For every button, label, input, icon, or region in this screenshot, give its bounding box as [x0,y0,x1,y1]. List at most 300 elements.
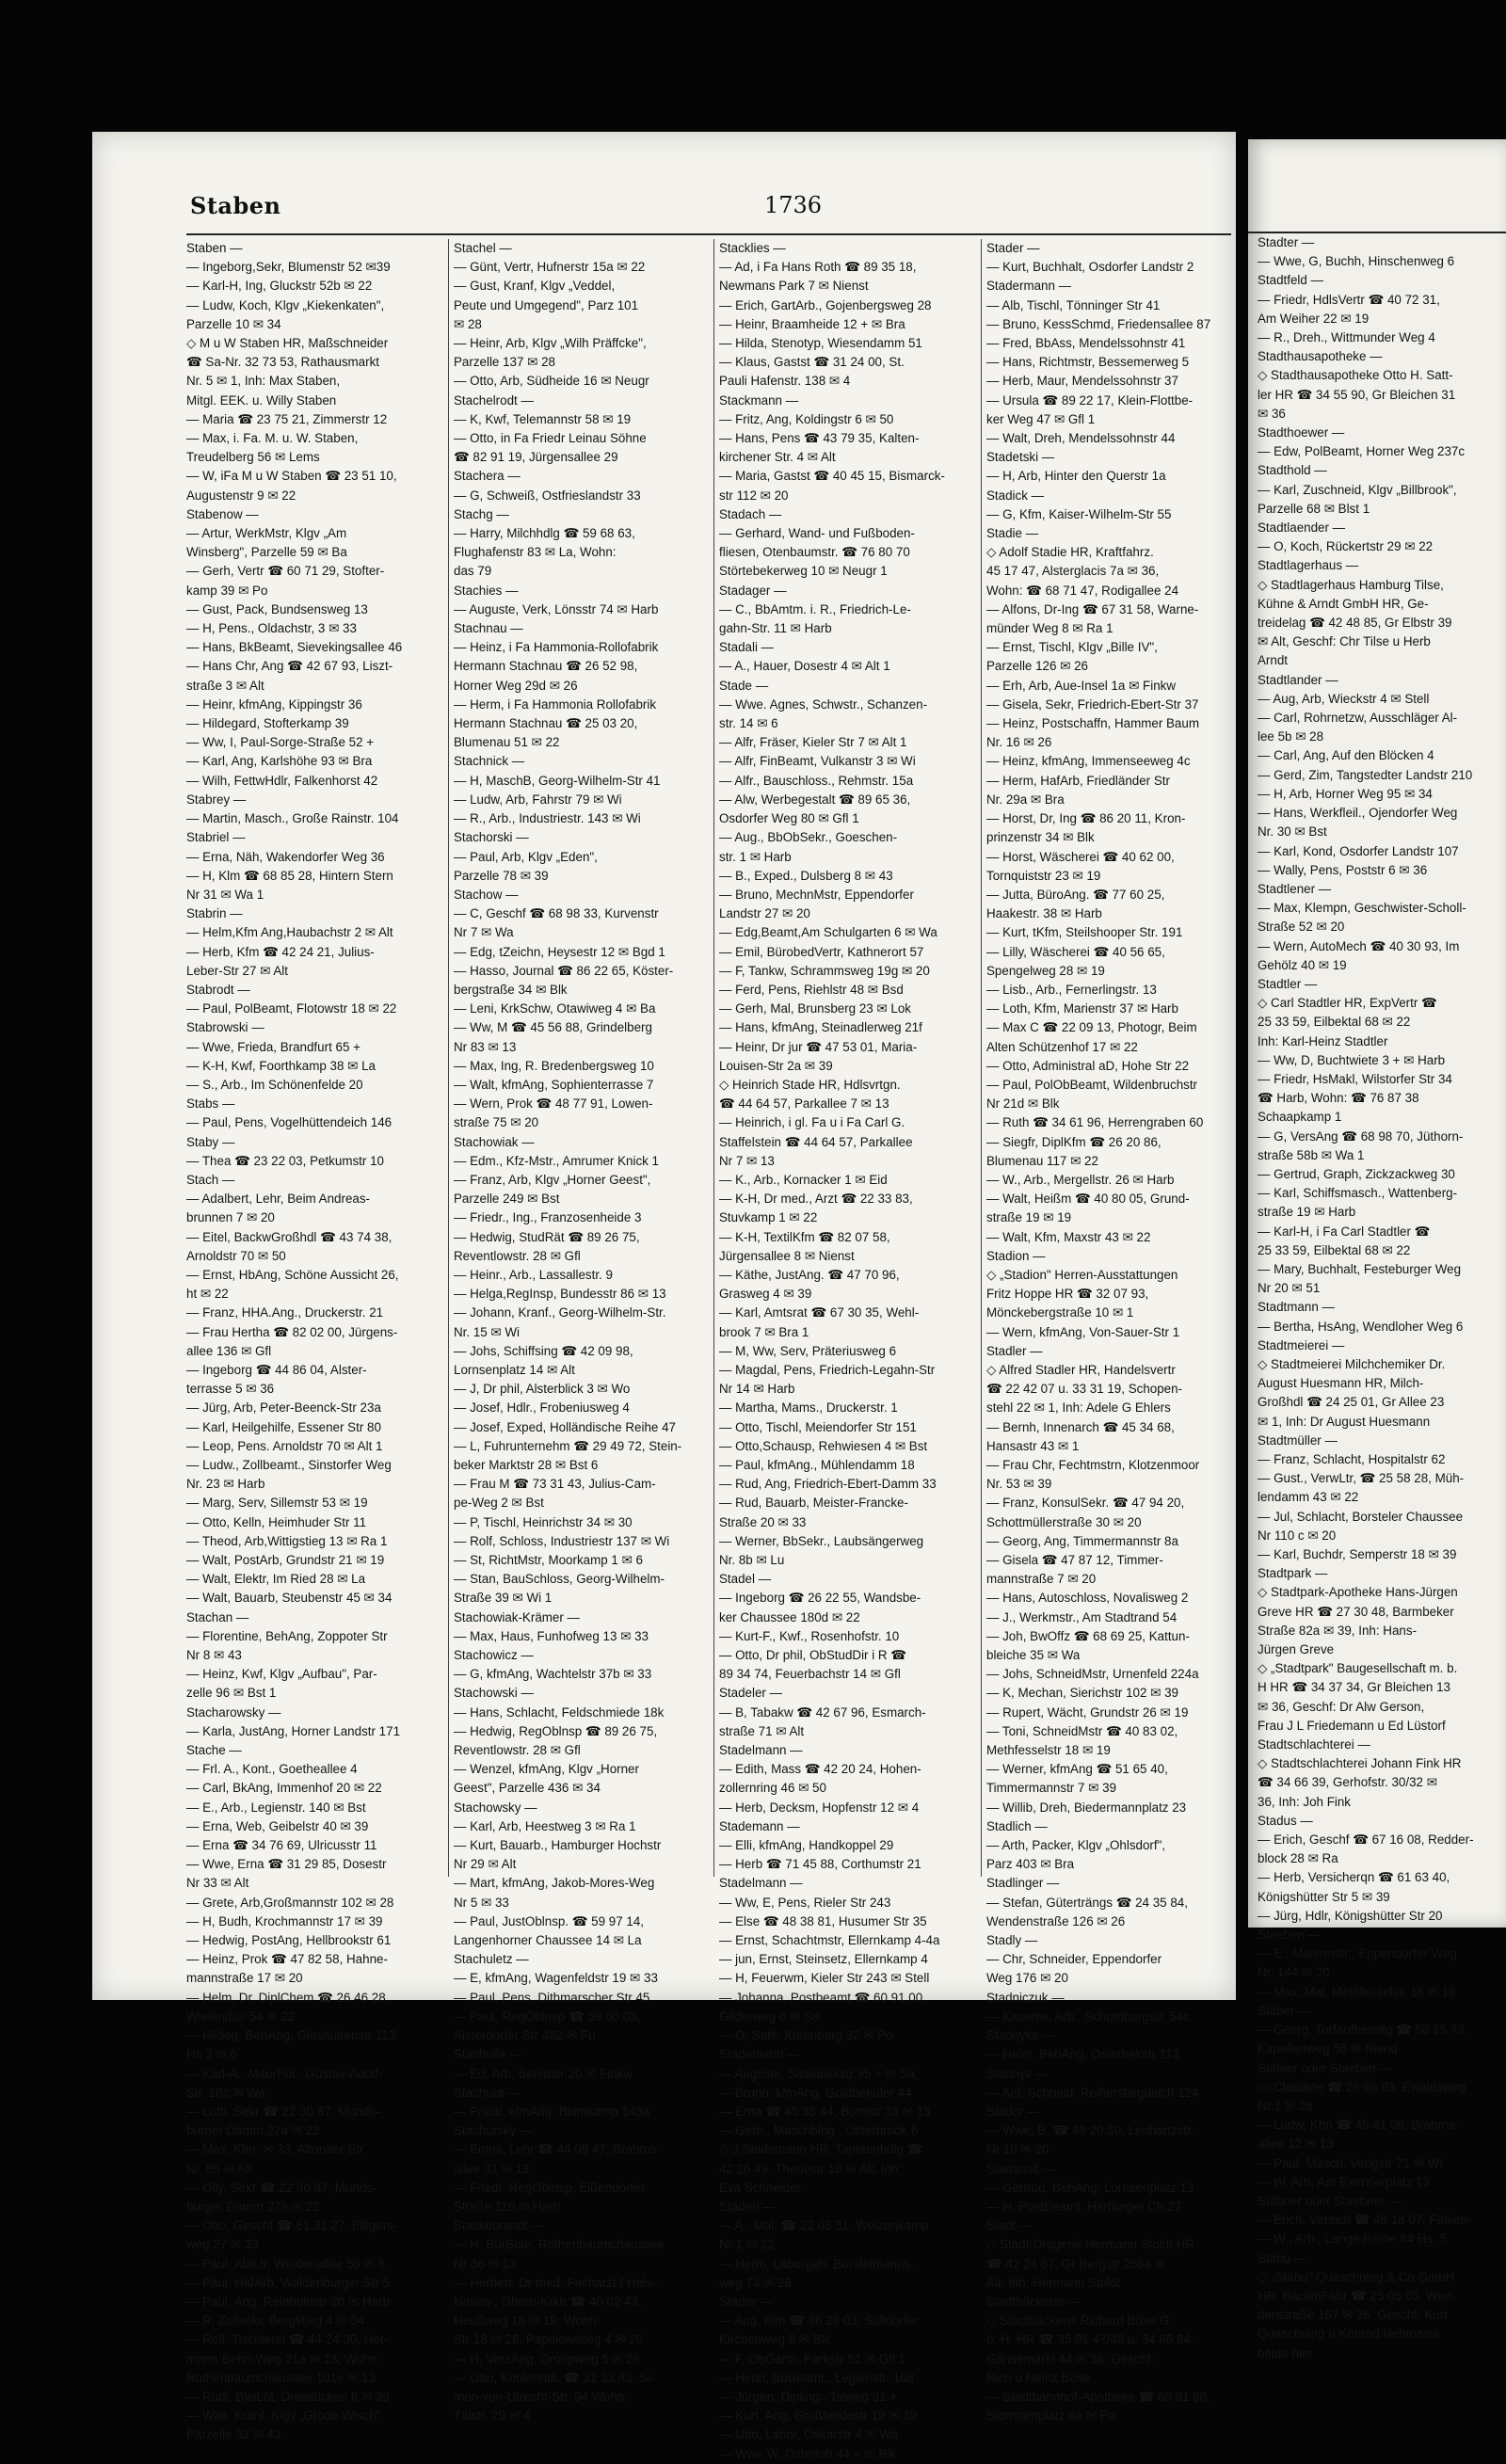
directory-line: lee 5b ✉ 28 [1258,729,1324,744]
directory-line: — Erna, Näh, Wakendorfer Weg 36 [186,849,385,864]
directory-line: — Adalbert, Lehr, Beim Andreas- [186,1192,371,1207]
directory-line: — Hildegard, Stofterkamp 39 [186,716,349,731]
directory-line: Parzelle 78 ✉ 39 [454,868,549,883]
directory-line: ◇ Stadtschlachterei Johann Fink HR [1258,1756,1462,1771]
directory-line: Stachowsky — [454,1800,537,1815]
directory-line: Stademann — [719,1818,800,1833]
directory-line: 89 34 74, Feuerbachstr 14 ✉ Gfl [719,1667,901,1682]
directory-line: ker Chaussee 180d ✉ 22 [719,1609,860,1624]
directory-line: — Jürgen, Dipling., Talweg 31 + [719,2389,898,2404]
directory-line: Arnoldstr 70 ✉ 50 [186,1248,286,1263]
directory-line: 36, Inh: Joh Fink [1258,1794,1351,1809]
directory-line: — Ernst, HbAng, Schöne Aussicht 26, [186,1267,399,1282]
directory-line: Winsberg", Parzelle 59 ✉ Ba [186,545,347,560]
directory-line: — Otto, in Fa Friedr Leinau Söhne [454,431,647,446]
directory-line: — W., Arb., Lange Reihe 84 Hs. 5 [1258,2232,1447,2247]
directory-line: Lornsenplatz 14 ✉ Alt [454,1362,575,1377]
directory-line: — Johanna, Postbeamt ☎ 60 91 00, [719,1990,926,2005]
directory-line: — Joh, BwOffz ☎ 68 69 25, Kattun- [986,1628,1190,1643]
directory-line: — Auguste, Verk, Lönsstr 74 ✉ Harb [454,601,659,616]
directory-line: — Max, Kfm. ✉ 33, Altonaer Str [186,2142,364,2157]
directory-line: Stabrey — [186,792,247,807]
directory-line: Leber-Str 27 ✉ Alt [186,963,288,978]
column-divider [448,239,449,1877]
directory-line: straße 75 ✉ 20 [454,1115,539,1130]
directory-line: treidelag ☎ 42 48 85, Gr Elbstr 39 [1258,616,1452,631]
directory-line: b. H. HR ☎ 35 01 47/48 u. 34 86 64, [986,2332,1194,2347]
directory-line: bleiche 35 ✉ Wa [986,1648,1081,1663]
directory-line: — Karl, Amtsrat ☎ 67 30 35, Wehl- [719,1305,920,1320]
directory-line: — St, RichtMstr, Moorkamp 1 ✉ 6 [454,1553,643,1568]
directory-line: Nasen-, Ohren-Krkh ☎ 40 02 43, [454,2294,642,2309]
directory-line: — Frl. A., Kont., Goetheallee 4 [186,1762,358,1777]
directory-line: — Erich, Geschf ☎ 67 16 08, Redder- [1258,1832,1474,1848]
directory-line: — Heinr, Arb, Klgv „Wilh Präffcke", [454,336,647,351]
directory-line: Parzelle 137 ✉ 28 [454,355,555,370]
directory-line: ✉ Alt, Geschf: Chr Tilse u Herb [1258,634,1431,649]
directory-line: Stadtlagerhaus — [1258,558,1359,573]
directory-line: Stuvkamp 1 ✉ 22 [719,1210,818,1225]
directory-line: — G, kfmAng, Wachtelstr 37b ✉ 33 [454,1667,652,1682]
directory-line: — Gust, Kranf, Klgv „Veddel, [454,279,616,294]
column-4 [986,239,1233,2425]
directory-line: — Gisela ☎ 47 87 12, Timmer- [986,1553,1163,1568]
directory-line: — Erich, GartArb., Gojenbergsweg 28 [719,297,932,312]
directory-line: münder Weg 8 ✉ Ra 1 [986,621,1113,636]
directory-line: Stacharowsky — [186,1704,281,1720]
next-page-edge [1248,139,1506,2360]
directory-line: ◇ Adolf Stadie HR, Kraftfahrz. [986,545,1154,560]
directory-line: ☎ 22 42 07 u. 33 31 19, Schopen- [986,1382,1183,1397]
directory-line: Tälstr. 29 ✉ 4 [454,2408,531,2424]
directory-line: — Johann, Kranf., Georg-Wilhelm-Str. [454,1305,666,1320]
directory-line: Stachnau — [454,621,523,636]
directory-line: HR, BackmFabr ☎ 25 05 05, Wen- [1258,2288,1456,2303]
directory-line: — Rudi, BleiLöt, Dreistücken 8 ✉ 39 [186,2389,390,2404]
directory-line: — Paul, Masch, Verigstr 71 ✉ Wi [1258,2155,1443,2170]
directory-line: Nr. 5 ✉ 1, Inh: Max Staben, [186,374,341,389]
directory-line: — Grete, Arb,Großmannstr 102 ✉ 28 [186,1895,394,1910]
directory-line: — Edg,Beamt,Am Schulgarten 6 ✉ Wa [719,925,937,940]
directory-line: — Ludw, Kfm ☎ 45 41 08, Brahms- [1258,2118,1459,2133]
directory-line: — Jürg, Arb, Peter-Beenck-Str 23a [186,1400,381,1416]
directory-line: — Johs, SchneidMstr, Urnenfeld 224a [986,1667,1199,1682]
directory-line: — Heinz, Prok ☎ 47 82 58, Hahne- [186,1952,388,1967]
directory-line: — Walt, Dreh, Mendelssohnstr 44 [986,431,1176,446]
directory-line: — Erna ☎ 34 76 69, Ulricusstr 11 [186,1838,377,1853]
directory-line: — K-H, TextilKfm ☎ 82 07 58, [719,1229,890,1244]
directory-line: Stadelmann — [719,1743,803,1758]
directory-line: — Heinr, Dr jur ☎ 47 53 01, Maria- [719,1039,918,1054]
directory-line: — Else ☎ 48 38 81, Husumer Str 35 [719,1913,927,1928]
directory-line: — Magdal, Pens, Friedrich-Legahn-Str [719,1362,936,1377]
directory-line: — Alfr., Bauschloss., Rehmstr. 15a [719,773,914,788]
directory-line: 25 33 59, Eilbektal 68 ✉ 22 [1258,1015,1411,1030]
directory-line: — Paul, kfmAng., Mühlendamm 18 [719,1458,915,1472]
directory-line: — Frau Chr, Fechtmstrn, Klotzenmoor [986,1458,1200,1472]
directory-line: straße 71 ✉ Alt [719,1723,805,1738]
directory-line: — Alfons, Dr-Ing ☎ 67 31 58, Warne- [986,601,1199,616]
directory-line: — Max, Haus, Funhofweg 13 ✉ 33 [454,1628,649,1643]
directory-line: Stador — [986,2104,1040,2119]
directory-line: beker Marktstr 28 ✉ Bst 6 [454,1458,599,1472]
directory-line: — Karla, JustAng, Horner Landstr 171 [186,1723,401,1738]
directory-line: ✉ 36, Geschf: Dr Alw Gerson, [1258,1699,1425,1714]
directory-line: — Paul, JustOblnsp. ☎ 59 97 14, [454,1913,645,1928]
directory-line: — Josef, Hdlr., Frobeniusweg 4 [454,1400,630,1416]
directory-line: Methfesselstr 18 ✉ 19 [986,1743,1111,1758]
directory-line: Nr. 85 ✉ Alt [186,2161,252,2176]
directory-line: Tornquiststr 23 ✉ 19 [986,868,1101,883]
directory-line: — Frau Hertha ☎ 82 02 00, Jürgens- [186,1324,398,1339]
directory-line: — Ingeborg ☎ 26 22 55, Wandsbe- [719,1591,921,1606]
directory-line: — E., Malermstr., Eppendorfer Weg [1258,1946,1457,1961]
directory-line: — Theod, Arb,Wittigstieg 13 ✉ Ra 1 [186,1533,388,1548]
directory-line: mannstraße 7 ✉ 20 [986,1572,1097,1587]
directory-line: Straße 39 ✉ Wi 1 [454,1591,553,1606]
directory-line: — Günt, Vertr, Hufnerstr 15a ✉ 22 [454,260,646,275]
directory-line: — Otto, Tischl, Meiendorfer Str 151 [719,1419,917,1434]
directory-line: Hansastr 43 ✉ 1 [986,1438,1080,1453]
directory-line: Stäbler oder Staebler — [1258,2060,1393,2075]
directory-line: — Martha, Mams., Druckerstr. 1 [719,1400,898,1416]
directory-line: — Paul, Ang, Reinholdstr 20 ✉ Harb [186,2294,390,2309]
directory-line: — Siegfr, DiplKfm ☎ 26 20 86, [986,1134,1162,1149]
directory-line: — Paul, PolObBeamt, Wildenbruchstr [986,1077,1198,1092]
directory-line: — Ludw, Koch, Klgv „Kiekenkaten", [186,297,385,312]
directory-line: — Ferd, Pens, Riehlstr 48 ✉ Bsd [719,982,904,997]
directory-line: — Hasso, Journal ☎ 86 22 65, Köster- [454,963,674,978]
directory-line: Stadnyka — [986,2028,1055,2043]
directory-line: Wendenstraße 126 ✉ 26 [986,1913,1126,1928]
running-head-surname: Staben [190,192,281,219]
directory-line: — Otto, Geschf ☎ 61 31 27, Elligers- [186,2218,398,2233]
directory-line: — G, Kfm, Kaiser-Wilhelm-Str 55 [986,506,1172,521]
directory-line: — Gerh, Mal, Brunsberg 23 ✉ Lok [719,1001,911,1016]
directory-line: Nr 29 ✉ Alt [454,1857,517,1872]
directory-line: — F, ObGärtn, Parkstr 51 ✉ Gfl 1 [719,2351,906,2366]
directory-line: Nr. 144 ✉ 20 [1258,1965,1330,1980]
directory-line: — Alb, Tischl, Tönninger Str 41 [986,297,1161,312]
running-head [190,192,1226,230]
directory-line: — H, PostBeamt, Harburger Ch 27 [986,2199,1181,2214]
directory-line: — Herb ☎ 71 45 88, Corthumstr 21 [719,1857,921,1872]
directory-line: — Emmi, Lehr ☎ 44 09 47, Brahms- [454,2142,661,2157]
directory-line: Stachan — [186,1609,249,1624]
directory-line: — Hedwig, StudRät ☎ 89 26 75, [454,1229,640,1244]
directory-line: Straße 82a ✉ 39, Inh: Hans- [1258,1623,1418,1638]
directory-line: — Ww, M ☎ 45 56 88, Grindelberg [454,1020,652,1035]
directory-line: — Werner, BbSekr., Laubsängerweg [719,1533,924,1548]
directory-line: Hermann Stachnau ☎ 25 03 20, [454,716,638,731]
directory-line: — Aug, Klm ☎ 86 28 03, Sülldorfer [719,2313,919,2328]
directory-line: Nr 31 ✉ Wa 1 [186,887,264,902]
directory-line: ✉ 1, Inh: Dr August Huesmann [1258,1414,1431,1429]
directory-line: ☎ 82 91 19, Jürgensallee 29 [454,450,618,465]
directory-line: — Otto, Administral aD, Hohe Str 22 [986,1058,1190,1073]
directory-line: — Wally, Pens, Poststr 6 ✉ 36 [1258,862,1428,877]
directory-line: weg 27 ✉ 33 [186,2237,259,2252]
directory-line: — Friedr, kfmAng, Blomkamp 143a [454,2104,650,2119]
directory-line: Stadtbäckerei — [986,2294,1080,2309]
directory-line: — Paul, RegOblnsp ☎ 59 60 03, [454,2008,641,2024]
directory-line: — Jürg, Hdlr, Königshütter Str 20 [1258,1908,1443,1923]
directory-line: — Ww, D, Buchtwiete 3 + ✉ Harb [1258,1052,1446,1067]
directory-line: ☎ Sa-Nr. 32 73 53, Rathausmarkt [186,355,379,370]
directory-line: Horner Weg 29d ✉ 26 [454,678,578,693]
directory-line: — Gerd, Zim, Tangstedter Landstr 210 [1258,767,1473,782]
directory-line: — Heinz, i Fa Hammonia-Rollofabrik [454,640,659,655]
directory-line: Nr 10 ✉ 20 [986,2142,1049,2157]
directory-line: — Rud, Bauarb, Meister-Francke- [719,1496,908,1511]
directory-line: — H, MaschB, Georg-Wilhelm-Str 41 [454,773,661,788]
directory-line: Osdorfer Weg 80 ✉ Gfl 1 [719,811,859,826]
directory-line: — Leop, Pens. Arnoldstr 70 ✉ Alt 1 [186,1438,383,1453]
directory-line: Straße 110 ✉ Harb [454,2199,560,2214]
directory-line: Stadtler — [1258,976,1318,991]
directory-line: — Emil, BürobedVertr, Kathnerort 57 [719,944,924,959]
directory-line: ◇ Stadtmeierei Milchchemiker Dr. [1258,1356,1446,1371]
directory-line: — Helm, Dr, DiplChem ☎ 26 46 28, [186,1990,390,2005]
directory-line: — Otto, Kohlenhdl. ☎ 31 33 83, Si- [454,2370,655,2385]
directory-line: zelle 96 ✉ Bst 1 [186,1686,277,1701]
directory-line: Königshütter Str 5 ✉ 39 [1258,1889,1390,1904]
directory-line: — F, Tankw, Schrammsweg 19g ✉ 20 [719,963,930,978]
directory-line: — Ant, Schneid, Reiherstiegdeich 124 [986,2085,1199,2100]
directory-line: Stadly — [986,1933,1038,1948]
directory-line: — Walt, Elektr, Im Ried 28 ✉ La [186,1572,366,1587]
directory-line: Stachorski — [454,830,529,845]
directory-line: Stade — [719,678,769,693]
directory-line: — A., Mal. ☎ 22 03 31, Weizenkamp [719,2218,929,2233]
directory-line: — H, Klm ☎ 68 85 28, Hintern Stern [186,868,393,883]
directory-line: — Franz, KonsulSekr. ☎ 47 94 20, [986,1496,1185,1511]
directory-line: Parzelle 249 ✉ Bst [454,1192,560,1207]
directory-line: — Max, Ing, R. Bredenbergsweg 10 [454,1058,654,1073]
directory-line: — Otto, Kelln, Heimhuder Str 11 [186,1514,367,1529]
column-divider [713,239,714,1877]
directory-line: Stabrodt — [186,982,250,997]
directory-line: — Gust, Pack, Bundsensweg 13 [186,601,368,616]
directory-line: Eva Schneider [719,2180,802,2195]
directory-line: Rich u Heinz Böse [986,2370,1091,2385]
directory-line: — Walt, Bauarb, Steubenstr 45 ✉ 34 [186,1591,393,1606]
directory-line: ◇ Stadtlagerhaus Hamburg Tilse, [1258,577,1444,592]
directory-line: Nr 20 ✉ 51 [1258,1281,1321,1296]
directory-line: — Wwe W, Osterloh 44 + ✉ Blk [719,2446,896,2461]
directory-line: — Otto, Dr phil, ObStudDir i R ☎ [719,1648,906,1663]
directory-line: beide hier [1258,2345,1313,2360]
directory-line: Nr. 23 ✉ Harb [186,1477,265,1492]
directory-line: Stachursky — [454,2123,533,2138]
directory-line: — Karl, Zuschneid, Klgv „Billbrook", [1258,482,1457,497]
directory-line: — A., Hauer, Dosestr 4 ✉ Alt 1 [719,659,890,674]
directory-line: Peute und Umgegend", Parz 101 [454,297,639,312]
directory-line: — Max C ☎ 22 09 13, Photogr, Beim [986,1020,1197,1035]
directory-line: — J., Werkmstr., Am Stadtrand 54 [986,1609,1178,1624]
directory-line: Quaschning u Konrad Nehmzow [1258,2327,1439,2342]
directory-line: Staby — [186,1134,235,1149]
directory-line: Stackebrandt — [454,2218,545,2233]
directory-line: — Artur, WerkMstr, Klgv „Am [186,526,347,541]
directory-line: — Frau M ☎ 73 31 43, Julius-Cam- [454,1477,656,1492]
directory-line: Stachowiak — [454,1134,535,1149]
directory-line: Nr 8 ✉ 43 [186,1648,242,1663]
directory-line: — P, Tischl, Heinrichstr 34 ✉ 30 [454,1514,633,1529]
directory-line: — Georg, Torfaufbereitg ☎ 58 15 73, [1258,2023,1468,2038]
directory-line: — G, Schweiß, Ostfrieslandstr 33 [454,488,641,503]
directory-line: — Erna ☎ 45 35 44, Bornstr 33 ✉ 13 [719,2104,931,2119]
directory-line: Stadler — [986,1343,1043,1358]
directory-line: — Chr, Schneider, Eppendorfer [986,1952,1162,1967]
directory-line: burger Damm 27a ✉ 22 [186,2199,320,2214]
directory-line: — Bruno, KessSchmd, Friedensallee 87 [986,316,1211,331]
directory-line: Reventlowstr. 28 ✉ Gfl [454,1743,581,1758]
directory-line: str. 1 ✉ Harb [719,849,792,864]
directory-line: Nr 7 ✉ 13 [719,1153,775,1168]
directory-line: — Gust., VerwLtr, ☎ 25 58 28, Müh- [1258,1471,1465,1486]
directory-line: Stadt — [986,2218,1033,2233]
directory-line: Alt, Inh: Hermann Stoldt [986,2275,1121,2290]
directory-line: Staden — [719,2199,776,2214]
directory-line: Straße 20 ✉ 33 [719,1514,807,1529]
directory-line: — Wwe. Agnes, Schwstr., Schanzen- [719,696,928,712]
directory-line: Greve HR ☎ 27 30 48, Barmbeker [1258,1604,1454,1619]
directory-line: Stadtfeld — [1258,273,1323,288]
directory-line: — K-H, Dr med., Arzt ☎ 22 33 83, [719,1192,913,1207]
directory-line: Parz 403 ✉ Bra [986,1857,1075,1872]
directory-line: Hermann Stachnau ☎ 26 52 98, [454,659,638,674]
directory-line: ht ✉ 22 [186,1287,229,1302]
directory-line: Landstr 27 ✉ 20 [719,906,810,921]
directory-line: — Max, i. Fa. M. u. W. Staben, [186,431,359,446]
directory-line: Stadali — [719,640,775,655]
directory-line: Stachelrodt — [454,392,534,408]
directory-line: str. 14 ✉ 6 [719,716,778,731]
directory-line: — Herm, HafArb, Friedländer Str [986,773,1170,788]
directory-line: Am Weiher 22 ✉ 19 [1258,311,1370,326]
directory-line: Gilderweg 6 ✉ Sa [719,2008,820,2024]
directory-line: — K, Mechan, Sierichstr 102 ✉ 39 [986,1686,1178,1701]
directory-line: — Karl, Arb, Heestweg 3 ✉ Ra 1 [454,1818,636,1833]
directory-line: brunnen 7 ✉ 20 [186,1210,275,1225]
directory-line: Stademann — [719,2047,800,2062]
directory-line: Hs 3 ✉ 6 [186,2047,237,2062]
directory-line: Parzelle 10 ✉ 34 [186,316,281,331]
directory-line: — Karl, Kond, Osdorfer Landstr 107 [1258,843,1459,858]
directory-line: — jun, Ernst, Steinsetz, Ellernkamp 4 [719,1952,928,1967]
directory-line: — Elli, kfmAng, Handkoppel 29 [719,1838,894,1853]
directory-line: — Johs, Schiffsing ☎ 42 09 98, [454,1343,633,1358]
directory-line: zollernring 46 ✉ 50 [719,1781,826,1796]
directory-line: Stadach — [719,506,782,521]
directory-line: Wielandstr 54 ✉ 22 [186,2008,296,2024]
directory-line: — Heinr, kfmAng, Kippingstr 36 [186,696,362,712]
directory-line: Stadtschlachterei — [1258,1737,1370,1752]
directory-line: Stadager — [719,583,787,598]
directory-line: — Olly, Sekr ☎ 22 30 87, Munds- [186,2180,377,2195]
directory-line: — Ernst, Tischl, Klgv „Bille IV", [986,640,1158,655]
directory-line: — R, Zollsekr, Bergstieg 4 ✉ 34 [186,2313,365,2328]
directory-line: — Georg, Ang, Timmermannstr 8a [986,1533,1178,1548]
directory-line: Stadthold — [1258,463,1327,478]
directory-line: Stachulla — [454,2047,522,2062]
directory-line: Stader — [719,2294,773,2309]
directory-line: Blumenau 117 ✉ 22 [986,1153,1098,1168]
directory-line: ◇ Stadthausapotheke Otto H. Satt- [1258,368,1453,383]
directory-line: allee 136 ✉ Gfl [186,1343,272,1358]
directory-line: Stadick — [986,488,1045,503]
directory-line: — Karl, Heilgehilfe, Essener Str 80 [186,1419,381,1434]
directory-line: Stabenow — [186,506,259,521]
directory-line: — W, Arb, Am Exerzierplatz 13 [1258,2174,1431,2189]
directory-line: — Ad, i Fa Hans Roth ☎ 89 35 18, [719,260,917,275]
directory-line: ◇ M u W Staben HR, Maßschneider [186,336,389,351]
directory-line: — Jul, Schlacht, Borsteler Chaussee [1258,1509,1464,1524]
directory-line: — Edw, PolBeamt, Horner Weg 237c [1258,444,1466,459]
directory-line: ◇ Alfred Stadler HR, Handelsvertr [986,1362,1176,1377]
directory-line: — H, Arb, Hinter den Querstr 1a [986,469,1166,484]
directory-line: Nr. 30 ✉ Bst [1258,824,1327,840]
directory-line: — H, VersAng, Droopweg 5 ✉ 26 [454,2351,641,2366]
directory-line: — B., Exped., Dulsberg 8 ✉ 43 [719,868,893,883]
directory-line: — Helga,RegInsp, Bundesstr 86 ✉ 13 [454,1287,666,1302]
directory-line: — Paul, AbtLtr, Weidenallee 59 ✉ 6 [186,2256,386,2271]
directory-line: allee 31 ✉ 13 [454,2161,530,2176]
directory-line: — Ingeborg,Sekr, Blumenstr 52 ✉39 [186,260,391,275]
directory-line: — M, Ww, Serv, Präteriusweg 6 [719,1343,897,1358]
directory-line: denstraße 167 ✉ 26, Geschf: Kurt [1258,2308,1448,2323]
directory-line: — Klaus, Gastst ☎ 31 24 00, St. [719,355,905,370]
directory-line: Str. 18c ✉ Wa [186,2085,265,2100]
directory-line: Stadeler — [719,1686,782,1701]
directory-line: — Edg, tZeichn, Heysestr 12 ✉ Bgd 1 [454,944,665,959]
directory-line: — Walt, PostArb, Grundstr 21 ✉ 19 [186,1553,385,1568]
directory-line: — Ruth ☎ 34 61 96, Herrengraben 60 [986,1115,1204,1130]
directory-line: — Gertrud, BehAng, Lornsenplatz 13 [986,2180,1194,2195]
directory-line: Heußweg 18 ✉ 19, Wohn: [454,2313,601,2328]
directory-line: — Ed, Arb, Benittstr 20 ✉ Finkw [454,2066,633,2081]
directory-line: Mönckebergstraße 10 ✉ 1 [986,1305,1134,1320]
directory-line: ◇ Carl Stadtler HR, ExpVertr ☎ [1258,996,1437,1011]
directory-line: Stadtmüller — [1258,1432,1338,1448]
directory-line: Stachowicz — [454,1648,534,1663]
directory-line: Stacklies — [719,241,786,255]
directory-line: — Bruno, kfmAng, Goldbekufer 44 [719,2085,912,2100]
directory-line: — Kasemir, Arb., Schomburgstr. 54c [986,2008,1190,2024]
directory-line: Stäbner oder Staebner — [1258,2193,1402,2208]
directory-line: Stabrin — [186,906,243,921]
directory-line: — K, Kwf, Telemannstr 58 ✉ 19 [454,411,632,426]
directory-line: — Claudine ☎ 26 68 93, Ewaldsweg [1258,2079,1466,2094]
directory-line: terrasse 5 ✉ 36 [186,1382,275,1397]
column-1 [186,239,442,2445]
directory-line: — L, Fuhrunternehm ☎ 29 49 72, Stein- [454,1438,682,1453]
directory-line: — H, Pens., Oldachstr, 3 ✉ 33 [186,621,357,636]
directory-line: Stabs — [186,1096,235,1112]
directory-line: — G, VersAng ☎ 68 98 70, Jüthorn- [1258,1128,1464,1144]
directory-line: das 79 [454,564,492,579]
directory-line: — Lotti, Sekr ☎ 22 30 87, Munds- [186,2104,380,2119]
directory-line: — W., Arb., Mergellstr. 26 ✉ Harb [986,1172,1175,1187]
directory-line: — Josef, Exped, Holländische Reihe 47 [454,1419,676,1434]
directory-line: Nr 7 ✉ Wa [454,925,514,940]
directory-line: Kapellenweg 55 ✉ Niend [1258,2041,1398,2056]
directory-line: kirchener Str. 4 ✉ Alt [719,450,836,465]
directory-line: Parzelle 126 ✉ 26 [986,659,1088,674]
directory-line: Stadus — [1258,1813,1313,1828]
directory-line: ◇ Stadtpark-Apotheke Hans-Jürgen [1258,1585,1458,1600]
